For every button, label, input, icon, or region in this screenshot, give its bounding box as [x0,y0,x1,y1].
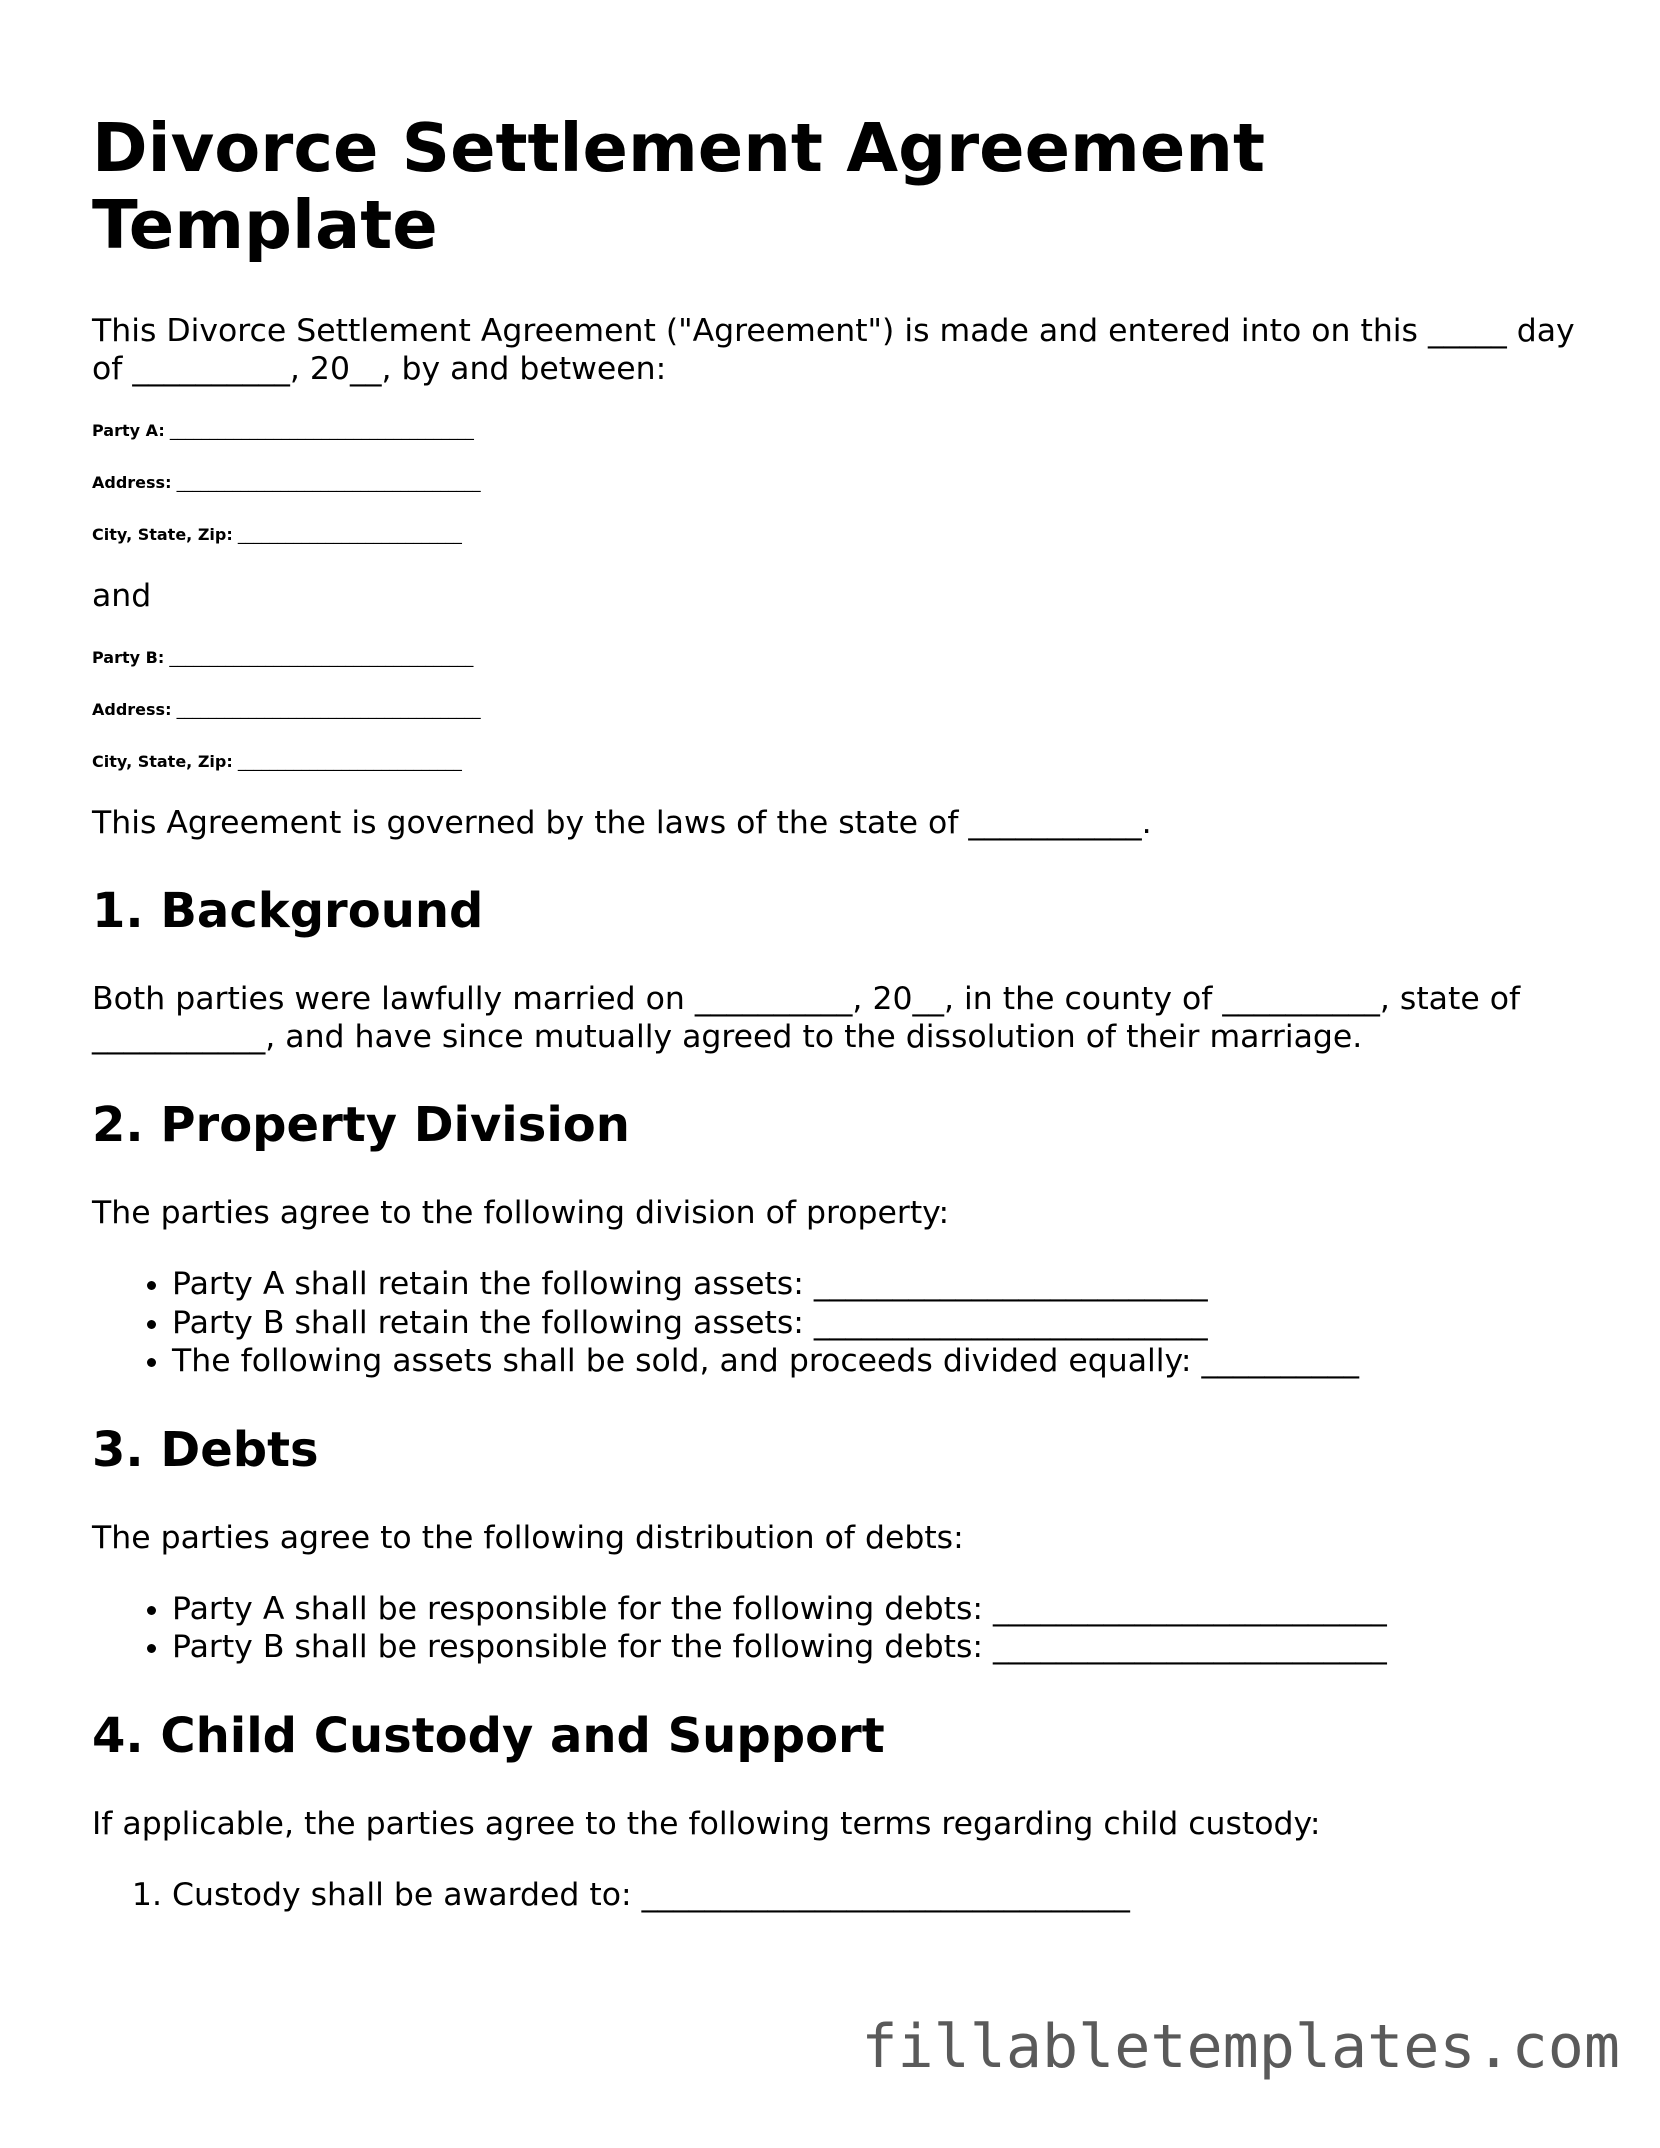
section-heading-debts: 3. Debts [92,1421,319,1478]
party-b-name-field [92,648,1582,667]
property-list [92,1265,1582,1381]
list-item: 1. Custody shall be awarded to: _______________________________ [172,1876,1582,1915]
party-a-name-label: Party A: [92,421,165,440]
party-b-city-blank: ____________________________ [237,752,462,771]
list-item: • The following assets shall be sold, and proceeds divided equally: __________ [172,1342,1582,1381]
party-b-city-label: City, State, Zip: [92,752,233,771]
document-title: Divorce Settlement Agreement Template [92,109,1265,264]
list-item: • Party A shall be responsible for the following debts: _________________________ [172,1590,1582,1629]
section-heading-property: 2. Property Division [92,1097,630,1153]
intro-paragraph: This Divorce Settlement Agreement ("Agreement") is made and entered into on this _____ day of __________, 20__, by and between: [92,313,1575,387]
party-b-name-blank: ______________________________________ [169,648,474,667]
section-heading-custody: 4. Child Custody and Support [92,1707,885,1764]
debts-list [92,1590,1582,1667]
governing-law-paragraph: This Agreement is governed by the laws of the state of ___________. [92,805,1152,841]
party-a-city-field [92,525,1582,544]
party-a-name-blank: ______________________________________ [169,421,474,440]
party-a-address-field [92,473,1582,492]
list-item: • Party B shall retain the following assets: _________________________ [172,1304,1582,1343]
party-a-city-blank: ____________________________ [237,525,462,544]
list-item: • Party A shall retain the following assets: _________________________ [172,1265,1582,1304]
list-item: • Party B shall be responsible for the following debts: _________________________ [172,1628,1582,1667]
party-a-address-blank: ______________________________________ [176,473,481,492]
custody-list [92,1876,1582,1915]
party-b-name-label: Party B: [92,648,165,667]
background-paragraph: Both parties were lawfully married on __________, 20__, in the county of __________, state of ___________, and have since mutually agreed to the dissolution of their marriage. [92,981,1521,1055]
party-b-address-blank: ______________________________________ [176,700,481,719]
property-intro: The parties agree to the following division of property: [92,1195,950,1231]
watermark: fillabletemplates.com [861,2012,1620,2082]
party-b-address-field [92,700,1582,719]
party-b-address-label: Address: [92,700,172,719]
custody-intro: If applicable, the parties agree to the following terms regarding child custody: [92,1805,1321,1842]
section-heading-background: 1. Background [92,883,484,939]
and-text: and [92,578,152,614]
party-a-city-label: City, State, Zip: [92,525,233,544]
document-page [92,110,1582,1947]
debts-intro: The parties agree to the following distribution of debts: [92,1519,964,1556]
party-a-name-field [92,421,1582,440]
party-b-city-field [92,752,1582,771]
party-a-address-label: Address: [92,473,172,492]
